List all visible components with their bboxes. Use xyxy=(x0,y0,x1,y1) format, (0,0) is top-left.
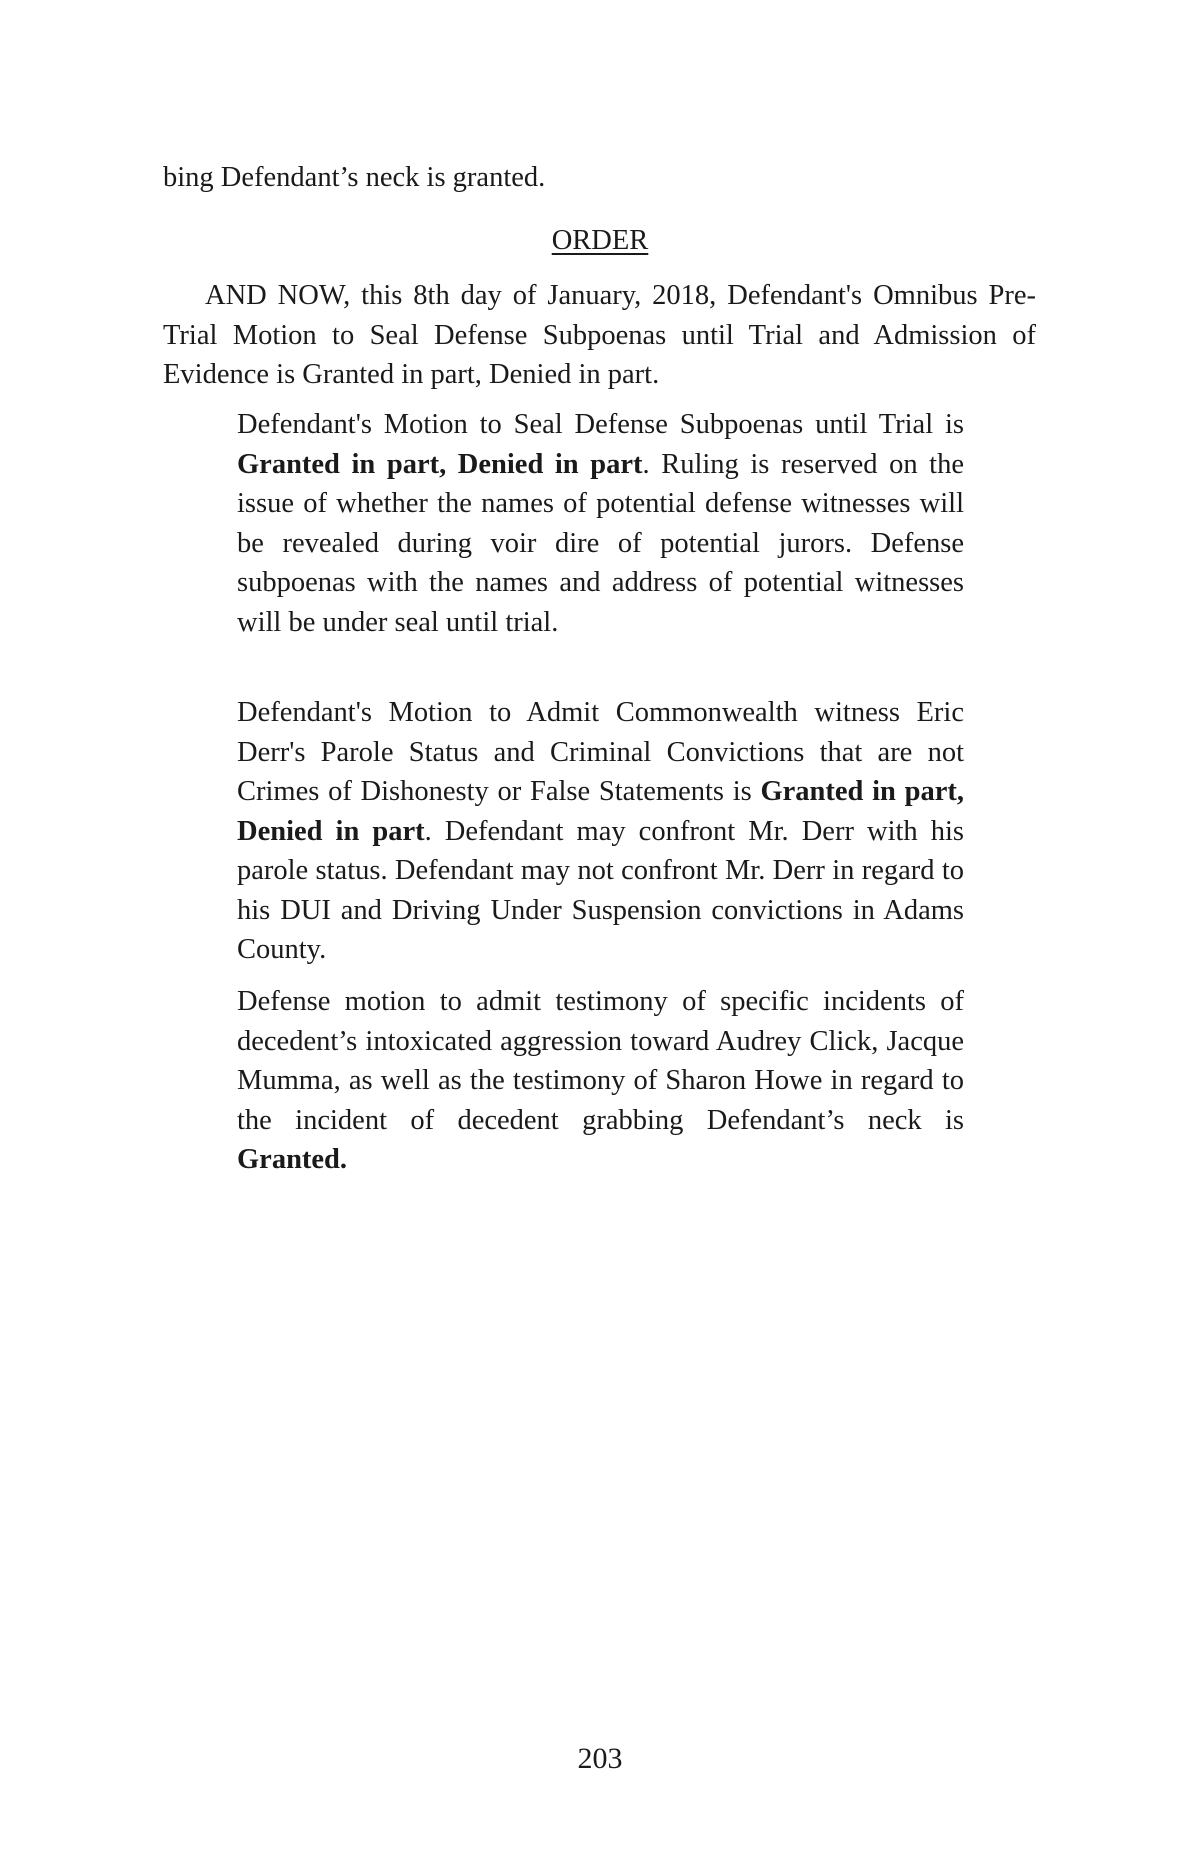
ruling-outcome: Granted in part, Denied in part xyxy=(237,448,643,480)
continuation-paragraph: bing Defendant’s neck is granted. xyxy=(163,162,546,193)
ruling-text: . Ruling is reserved on the issue of whether the names of potential defense witnesses will be revealed during voir dire of potential jurors. Defense subpoenas with the names and address of potential witnesses will be under seal until trial. xyxy=(237,448,964,638)
ruling-paragraph-seal-subpoenas xyxy=(237,405,964,642)
ruling-text: Defense motion to admit testimony of specific incidents of decedent’s intoxicated aggression toward Audrey Click, Jacque Mumma, as well as the testimony of Sharon Howe in regard to the incident of decedent grabbing Defendant’s neck is xyxy=(237,986,964,1136)
ruling-text: Defendant's Motion to Seal Defense Subpoenas until Trial is xyxy=(237,409,964,440)
order-intro-paragraph: AND NOW, this 8th day of January, 2018, Defendant's Omnibus Pre-Trial Motion to Seal Defense Subpoenas until Trial and Admission of Evidence is Granted in part, Denied in part. xyxy=(163,280,1036,390)
ruling-outcome: Granted in part, Denied in part xyxy=(237,776,964,847)
ruling-outcome: Granted. xyxy=(237,1144,348,1175)
order-title: ORDER xyxy=(551,225,649,256)
ruling-paragraph-witness-status xyxy=(237,693,964,970)
ruling-paragraph-aggression-testimony xyxy=(237,982,964,1180)
page-number: 203 xyxy=(577,1742,623,1775)
ruling-text: . Defendant may confront Mr. Derr with his parole status. Defendant may not confront Mr. Derr in regard to his DUI and Driving Under Suspension convictions in Adams County. xyxy=(237,815,964,965)
ruling-text: Defendant's Motion to Admit Commonwealth witness Eric Derr's Parole Status and Criminal Convictions that are not Crimes of Dishonesty or False Statements is xyxy=(237,697,964,807)
